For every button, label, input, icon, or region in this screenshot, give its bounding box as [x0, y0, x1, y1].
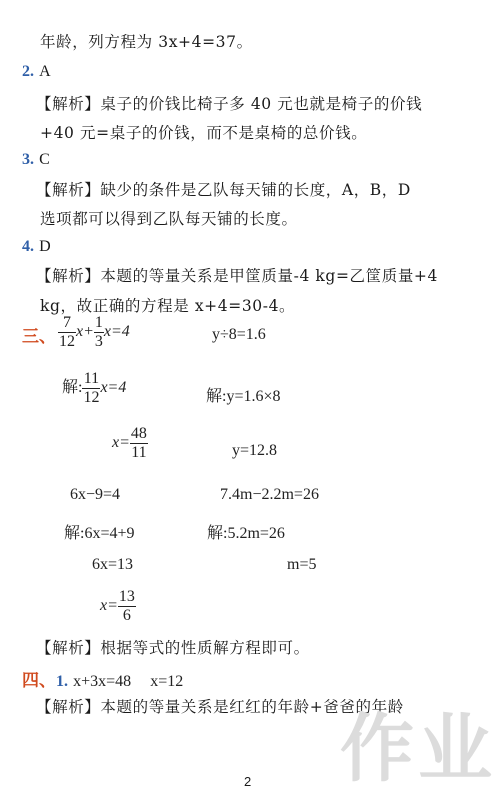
continuation-line: 年龄，列方程为 3x+4=37。 — [40, 33, 253, 51]
equation-3: 6x−9=4 — [70, 486, 121, 503]
question-number: 2. — [22, 63, 34, 80]
fraction: $\frac{13}{6}$ — [118, 588, 135, 624]
equation-2: y÷8=1.6 — [212, 326, 266, 343]
watermark-logo: 作业 — [340, 706, 496, 792]
result-4: m=5 — [287, 556, 317, 573]
question-3-header — [22, 149, 50, 169]
explanation-line: 【解析】本题的等量关系是甲筐质量-4 kg=乙筐质量+4 — [36, 267, 438, 285]
explanation-line: +40 元=桌子的价钱，而不是桌椅的总价钱。 — [40, 124, 368, 142]
section-4-header — [22, 666, 183, 691]
question-number: 4. — [22, 238, 34, 255]
fraction: $\frac{11}{12}$ — [83, 370, 100, 406]
result-1: x= $\frac{48}{11}$ — [112, 425, 147, 461]
solution-1: 解: $\frac{11}{12}$ x=4 — [62, 370, 127, 406]
answer: A — [39, 63, 51, 80]
explanation-line: 选项都可以得到乙队每天铺的长度。 — [40, 210, 298, 228]
explanation-line: 【解析】缺少的条件是乙队每天铺的长度，A，B，D — [36, 181, 411, 199]
fraction: $\frac{1}{3}$ — [94, 314, 103, 350]
fraction: $\frac{7}{12}$ — [59, 314, 75, 350]
page-number: 2 — [244, 774, 252, 789]
result: x=12 — [150, 673, 184, 690]
fraction: $\frac{48}{11}$ — [130, 425, 147, 461]
section-3-explanation: 【解析】根据等式的性质解方程即可。 — [36, 639, 310, 657]
question-2-header — [22, 61, 51, 81]
equation: x+3x=48 — [73, 673, 132, 690]
equation-1: $\frac{7}{12}$ x+ $\frac{1}{3}$ x=4 — [59, 314, 130, 350]
solution-3: 解:6x=4+9 — [64, 525, 135, 542]
result-3: x= $\frac{13}{6}$ — [100, 588, 135, 624]
question-number: 1. — [56, 673, 68, 690]
step-3: 6x=13 — [92, 556, 134, 573]
equation-4: 7.4m−2.2m=26 — [220, 486, 319, 503]
question-number: 3. — [22, 151, 34, 168]
result-2: y=12.8 — [232, 442, 278, 459]
question-4-header — [22, 236, 51, 256]
explanation-line: 【解析】桌子的价钱比椅子多 40 元也就是椅子的价钱 — [36, 95, 423, 113]
answer: C — [39, 151, 50, 168]
section-3-label: 三、 — [22, 327, 56, 347]
solution-2: 解:y=1.6×8 — [206, 388, 281, 405]
solution-4: 解:5.2m=26 — [207, 525, 285, 542]
explanation-line: kg，故正确的方程是 x+4=30-4。 — [40, 297, 296, 315]
section-4-label: 四、 — [22, 671, 56, 691]
answer: D — [39, 238, 51, 255]
section-4-explanation: 【解析】本题的等量关系是红红的年龄+爸爸的年龄 — [36, 698, 404, 716]
